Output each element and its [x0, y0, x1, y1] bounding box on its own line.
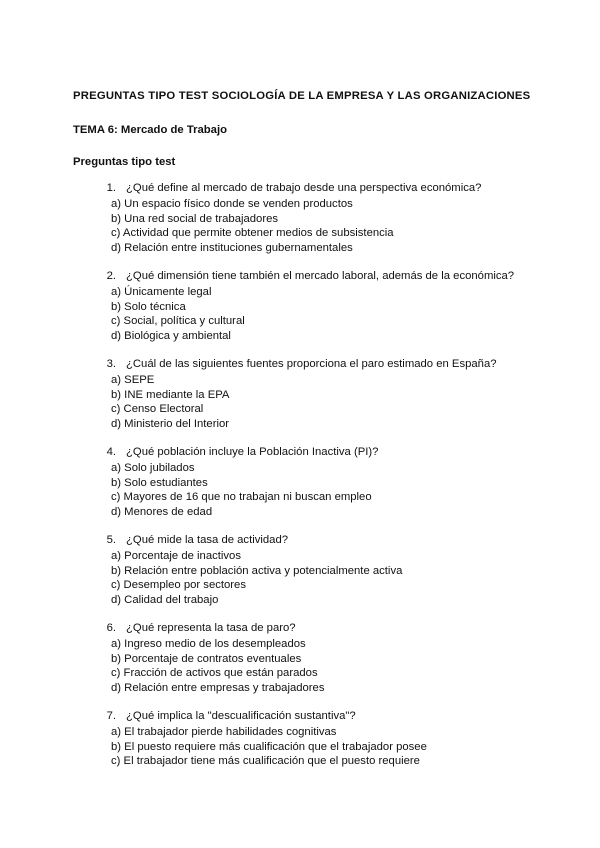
question-number: 7. — [106, 710, 116, 722]
answer-option: c) Actividad que permite obtener medios de subsistencia — [111, 227, 394, 240]
answer-options — [111, 197, 394, 255]
answer-options — [111, 637, 325, 695]
answer-option: b) Solo estudiantes — [111, 476, 208, 489]
answer-options — [111, 461, 372, 519]
answer-option: c) Social, política y cultural — [111, 315, 245, 328]
answer-option: a) Un espacio físico donde se venden productos — [111, 198, 353, 210]
question-text: ¿Qué dimensión tiene también el mercado laboral, además de la económica? — [126, 270, 515, 282]
answer-option: c) Censo Electoral — [111, 403, 204, 416]
question-item — [0, 534, 600, 622]
question-item — [0, 270, 600, 358]
answer-option: c) Desempleo por sectores — [111, 579, 246, 592]
question-number: 1. — [106, 182, 116, 194]
answer-option: a) Solo jubilados — [111, 462, 195, 474]
answer-option: d) Ministerio del Interior — [111, 417, 230, 430]
answer-option: a) El trabajador pierde habilidades cognitivas — [111, 726, 337, 738]
answer-options — [111, 285, 245, 343]
question-text: ¿Qué población incluye la Población Inactiva (PI)? — [126, 446, 379, 458]
answer-options — [111, 549, 402, 607]
question-number: 6. — [106, 622, 116, 634]
answer-option: b) Una red social de trabajadores — [111, 212, 279, 225]
question-text: ¿Qué representa la tasa de paro? — [126, 622, 296, 634]
answer-option: b) INE mediante la EPA — [111, 388, 230, 401]
answer-option: c) El trabajador tiene más cualificación que el puesto requiere — [111, 755, 420, 768]
question-text: ¿Qué mide la tasa de actividad? — [126, 534, 289, 546]
answer-options — [111, 373, 229, 431]
answer-option: c) Mayores de 16 que no trabajan ni buscan empleo — [111, 491, 372, 504]
answer-option: d) Relación entre empresas y trabajadores — [111, 681, 325, 694]
question-number: 3. — [106, 358, 116, 370]
question-item — [0, 182, 600, 270]
section-heading: Preguntas tipo test — [73, 156, 176, 168]
answer-option: d) Biológica y ambiental — [111, 329, 231, 342]
question-item — [0, 710, 600, 798]
answer-options — [111, 725, 427, 769]
answer-option: d) Calidad del trabajo — [111, 593, 219, 606]
question-text: ¿Qué implica la "descualificación sustantiva"? — [126, 710, 356, 722]
answer-option: a) SEPE — [111, 374, 155, 386]
question-number: 2. — [106, 270, 116, 282]
answer-option: a) Únicamente legal — [111, 286, 212, 298]
answer-option: b) Relación entre población activa y potencialmente activa — [111, 564, 403, 577]
document-title: PREGUNTAS TIPO TEST SOCIOLOGÍA DE LA EMPRESA Y LAS ORGANIZACIONES — [73, 90, 531, 102]
answer-option: a) Porcentaje de inactivos — [111, 550, 241, 562]
topic-heading: TEMA 6: Mercado de Trabajo — [73, 124, 228, 136]
answer-option: b) Solo técnica — [111, 300, 186, 313]
answer-option: a) Ingreso medio de los desempleados — [111, 638, 306, 650]
question-number: 5. — [106, 534, 116, 546]
answer-option: c) Fracción de activos que están parados — [111, 667, 318, 680]
question-item — [0, 446, 600, 534]
answer-option: b) El puesto requiere más cualificación que el trabajador posee — [111, 740, 427, 753]
question-item — [0, 622, 600, 710]
answer-option: d) Relación entre instituciones gubernamentales — [111, 241, 353, 254]
question-list — [0, 182, 600, 798]
answer-option: d) Menores de edad — [111, 505, 213, 518]
question-text: ¿Qué define al mercado de trabajo desde una perspectiva económica? — [126, 182, 482, 194]
answer-option: b) Porcentaje de contratos eventuales — [111, 652, 302, 665]
question-number: 4. — [106, 446, 116, 458]
question-item — [0, 358, 600, 446]
question-text: ¿Cuál de las siguientes fuentes proporciona el paro estimado en España? — [126, 358, 497, 370]
